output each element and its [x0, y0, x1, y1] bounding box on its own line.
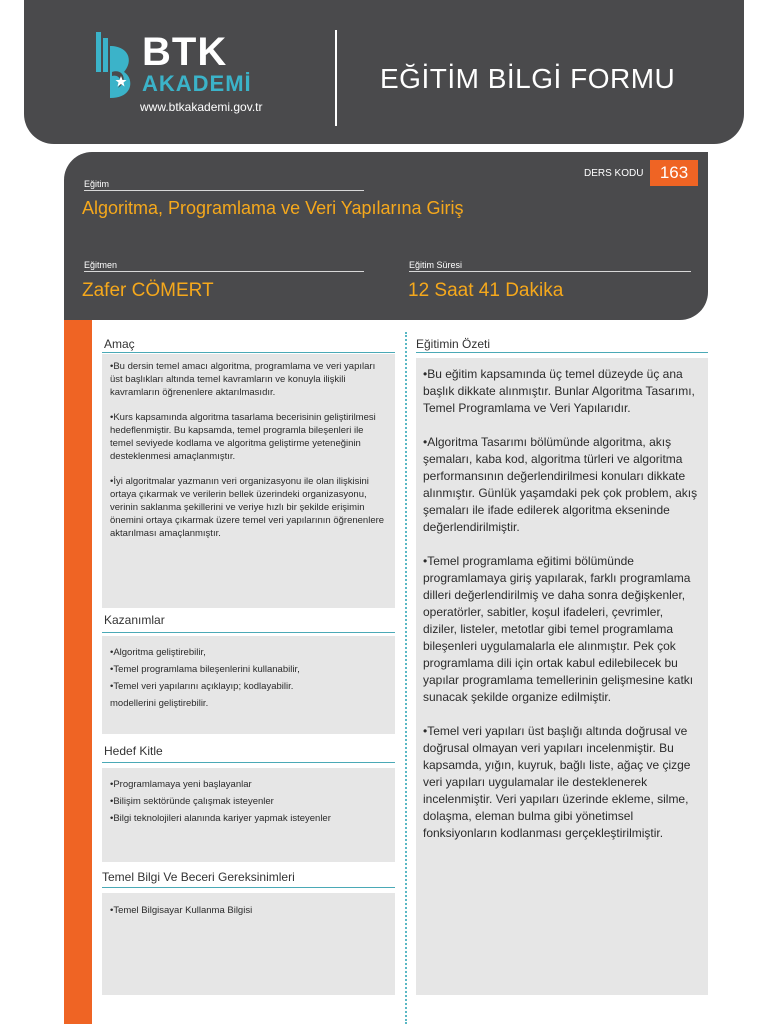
outcomes-box — [102, 636, 395, 734]
duration-underline — [409, 271, 691, 272]
course-info-panel — [64, 152, 708, 320]
outcome-item: •Temel veri yapılarını açıklayıp; kodlayabilir. — [110, 681, 294, 692]
orange-sidebar — [64, 320, 92, 1024]
logo-sub-text: AKADEMİ — [142, 71, 252, 96]
outcome-item: •Algoritma geliştirebilir, — [110, 647, 206, 658]
instructor-name: Zafer CÖMERT — [82, 280, 214, 301]
course-code-badge: 163 — [650, 160, 698, 186]
duration-label: Eğitim Süresi — [409, 260, 463, 270]
course-name-label: Eğitim — [84, 179, 110, 189]
aim-title: Amaç — [104, 337, 135, 351]
column-divider — [405, 332, 407, 1024]
audience-item: •Programlamaya yeni başlayanlar — [110, 779, 252, 790]
aim-paragraph: •Kurs kapsamında algoritma tasarlama becerisinin geliştirilmesi hedeflenmiştir. Bu kapsamda, temel programla bileşenleri ile temel seviyede kodlama ve algoritma geliştirme yeteneğinin desteklenmesi amaçlanmıştır. — [110, 412, 376, 462]
requirements-underline — [102, 887, 395, 888]
website-url[interactable]: www.btkakademi.gov.tr — [140, 100, 263, 114]
outcome-item: •Temel programlama bileşenlerini kullanabilir, — [110, 664, 300, 675]
summary-underline — [416, 352, 708, 353]
duration-value: 12 Saat 41 Dakika — [408, 280, 564, 301]
instructor-label: Eğitmen — [84, 260, 118, 270]
audience-underline — [102, 762, 395, 763]
audience-item: •Bilişim sektöründe çalışmak isteyenler — [110, 796, 274, 807]
summary-paragraph: •Bu eğitim kapsamında üç temel düzeyde üç ana başlık dikkate alınmıştır. Bunlar Algoritma Tasarımı, Temel Programlama ve Veri Yapılarıdır. — [423, 367, 695, 415]
summary-title: Eğitimin Özeti — [416, 337, 491, 351]
outcomes-underline — [102, 632, 395, 633]
requirements-title: Temel Bilgi Ve Beceri Gereksinimleri — [102, 870, 295, 884]
instructor-underline — [84, 271, 364, 272]
course-code-label: DERS KODU — [584, 168, 644, 179]
course-name-underline — [84, 190, 364, 191]
aim-underline — [102, 352, 395, 353]
summary-paragraph: •Algoritma Tasarımı bölümünde algoritma, akış şemaları, kaba kod, algoritma türleri ve algoritma performansının değerlendirilmesi konuları dikkate alınmıştır. Günlük yaşamdaki pek çok problem, akış şemaları ile ifade edilerek algoritma ekseninde değerlendirilmiştir. — [423, 435, 698, 534]
aim-paragraph: •İyi algoritmalar yazmanın veri organizasyonu ile olan ilişkisini ortaya çıkarmak ve verilerin bellek üzerindeki organizasyonu, verinin saklanma şekillerini ve veriye hızlı bir şekilde erişimin önemini ortaya çıkarmak üzere temel veri yapılarının öğrenenlere aktarılması amaçlanmıştır. — [110, 476, 385, 539]
course-name: Algoritma, Programlama ve Veri Yapılarına Giriş — [82, 198, 464, 218]
audience-box — [102, 768, 395, 862]
summary-box — [416, 358, 708, 995]
requirements-box — [102, 893, 395, 995]
header-divider — [335, 30, 337, 126]
form-title: EĞİTİM BİLGİ FORMU — [380, 63, 676, 94]
summary-paragraph: •Temel programlama eğitimi bölümünde programlamaya giriş yapılarak, farklı programlama dilleri değerlendirilmiş ve daha sonra değişkenler, operatörler, sabitler, koşul ifadeleri, çevrimler, diziler, listeler, metotlar gibi temel programlama bileşenleri uygulamalarla ele alınmıştır. Pek çok programlama dili için ortak kabul edilebilecek bu yapılar programlama temellerinin gelişmesine katkı sunacak şekilde organize edilmiştir. — [423, 554, 694, 704]
btk-logo-mark-icon — [94, 32, 136, 100]
requirement-item: •Temel Bilgisayar Kullanma Bilgisi — [110, 905, 253, 916]
top-header — [24, 0, 744, 144]
aim-paragraph: •Bu dersin temel amacı algoritma, programlama ve veri yapıları üst başlıkları altında temel kavramların ve konuyla ilişkili kavramların öğrenenlere aktarılmasıdır. — [110, 361, 376, 398]
audience-item: •Bilgi teknolojileri alanında kariyer yapmak isteyenler — [110, 813, 331, 824]
outcome-item: modellerini geliştirebilir. — [110, 698, 209, 709]
aim-box — [102, 354, 395, 608]
summary-paragraph: •Temel veri yapıları üst başlığı altında doğrusal ve doğrusal olmayan veri yapıları incelenmiştir. Bu kapsamda, yığın, kuyruk, bağlı liste, ağaç ve çizge veri yapıları uygulamalar ile desteklenerek incelenmiştir. Veri yapıları üzerinde ekleme, silme, dolaşma, eleman bulma gibi yönetimsel fonksiyonların kodlanması gerçekleştirilmiştir. — [423, 724, 691, 840]
outcomes-title: Kazanımlar — [104, 613, 165, 627]
logo-brand-text: BTK — [142, 30, 228, 74]
audience-title: Hedef Kitle — [104, 744, 163, 758]
btk-akademi-logo[interactable] — [94, 30, 294, 120]
